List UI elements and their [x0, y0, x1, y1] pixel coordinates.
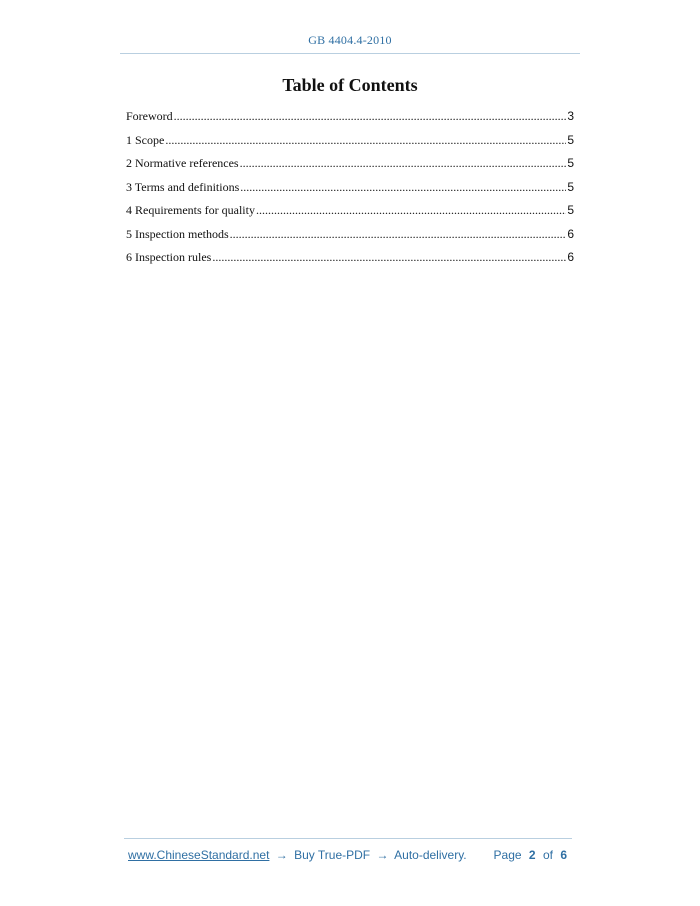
toc-entry-normative-references[interactable]	[126, 156, 574, 180]
toc-entry-label: 1 Scope	[126, 132, 165, 147]
toc-leader-dots	[240, 156, 567, 171]
auto-delivery-text: Auto-delivery.	[394, 848, 467, 862]
toc-entry-label: 2 Normative references	[126, 156, 239, 170]
toc-entry-requirements-for-quality[interactable]	[126, 203, 574, 227]
toc-leader-dots	[256, 203, 566, 218]
toc-entry-page: 5	[567, 132, 574, 147]
toc-entry-page: 3	[567, 109, 574, 123]
toc-entry-label: 4 Requirements for quality	[126, 203, 255, 217]
arrow-right-icon: →	[376, 848, 389, 862]
toc-entry-label: 6 Inspection rules	[126, 250, 212, 264]
header-standard-code: GB 4404.4-2010	[308, 33, 392, 47]
toc-entry-inspection-methods[interactable]	[126, 227, 574, 251]
toc-entry-terms-and-definitions[interactable]	[126, 180, 574, 204]
arrow-right-icon: →	[275, 848, 288, 862]
toc-title: Table of Contents	[282, 75, 418, 95]
of-word: of	[542, 848, 553, 862]
toc-entry-page: 5	[567, 203, 574, 217]
toc-entry-label: 5 Inspection methods	[126, 226, 229, 241]
toc-leader-dots	[240, 180, 566, 195]
toc-entry-page: 6	[567, 250, 574, 264]
toc-entry-label: 3 Terms and definitions	[126, 179, 240, 194]
toc-entry-label: Foreword	[126, 109, 173, 123]
toc-leader-dots	[174, 109, 567, 124]
toc-entry-page: 5	[567, 179, 574, 194]
page-word: Page	[493, 848, 522, 862]
toc-entry-page: 5	[567, 156, 574, 170]
website-link[interactable]: www.ChineseStandard.net	[128, 848, 270, 862]
buy-true-pdf-text: Buy True-PDF	[294, 848, 371, 862]
page-number-indicator	[494, 848, 571, 862]
toc-leader-dots	[165, 133, 566, 148]
toc-list	[126, 109, 574, 274]
toc-entry-inspection-rules[interactable]	[126, 250, 574, 274]
footer-divider	[124, 838, 572, 839]
page-footer	[128, 848, 571, 862]
total-pages-number: 6	[560, 848, 567, 862]
current-page-number: 2	[528, 848, 536, 862]
header-divider	[120, 53, 580, 54]
toc-leader-dots	[230, 227, 567, 242]
footer-promo	[128, 848, 467, 862]
toc-entry-foreword[interactable]	[126, 109, 574, 133]
toc-entry-scope[interactable]	[126, 133, 574, 157]
toc-entry-page: 6	[567, 226, 574, 241]
toc-leader-dots	[212, 250, 566, 265]
